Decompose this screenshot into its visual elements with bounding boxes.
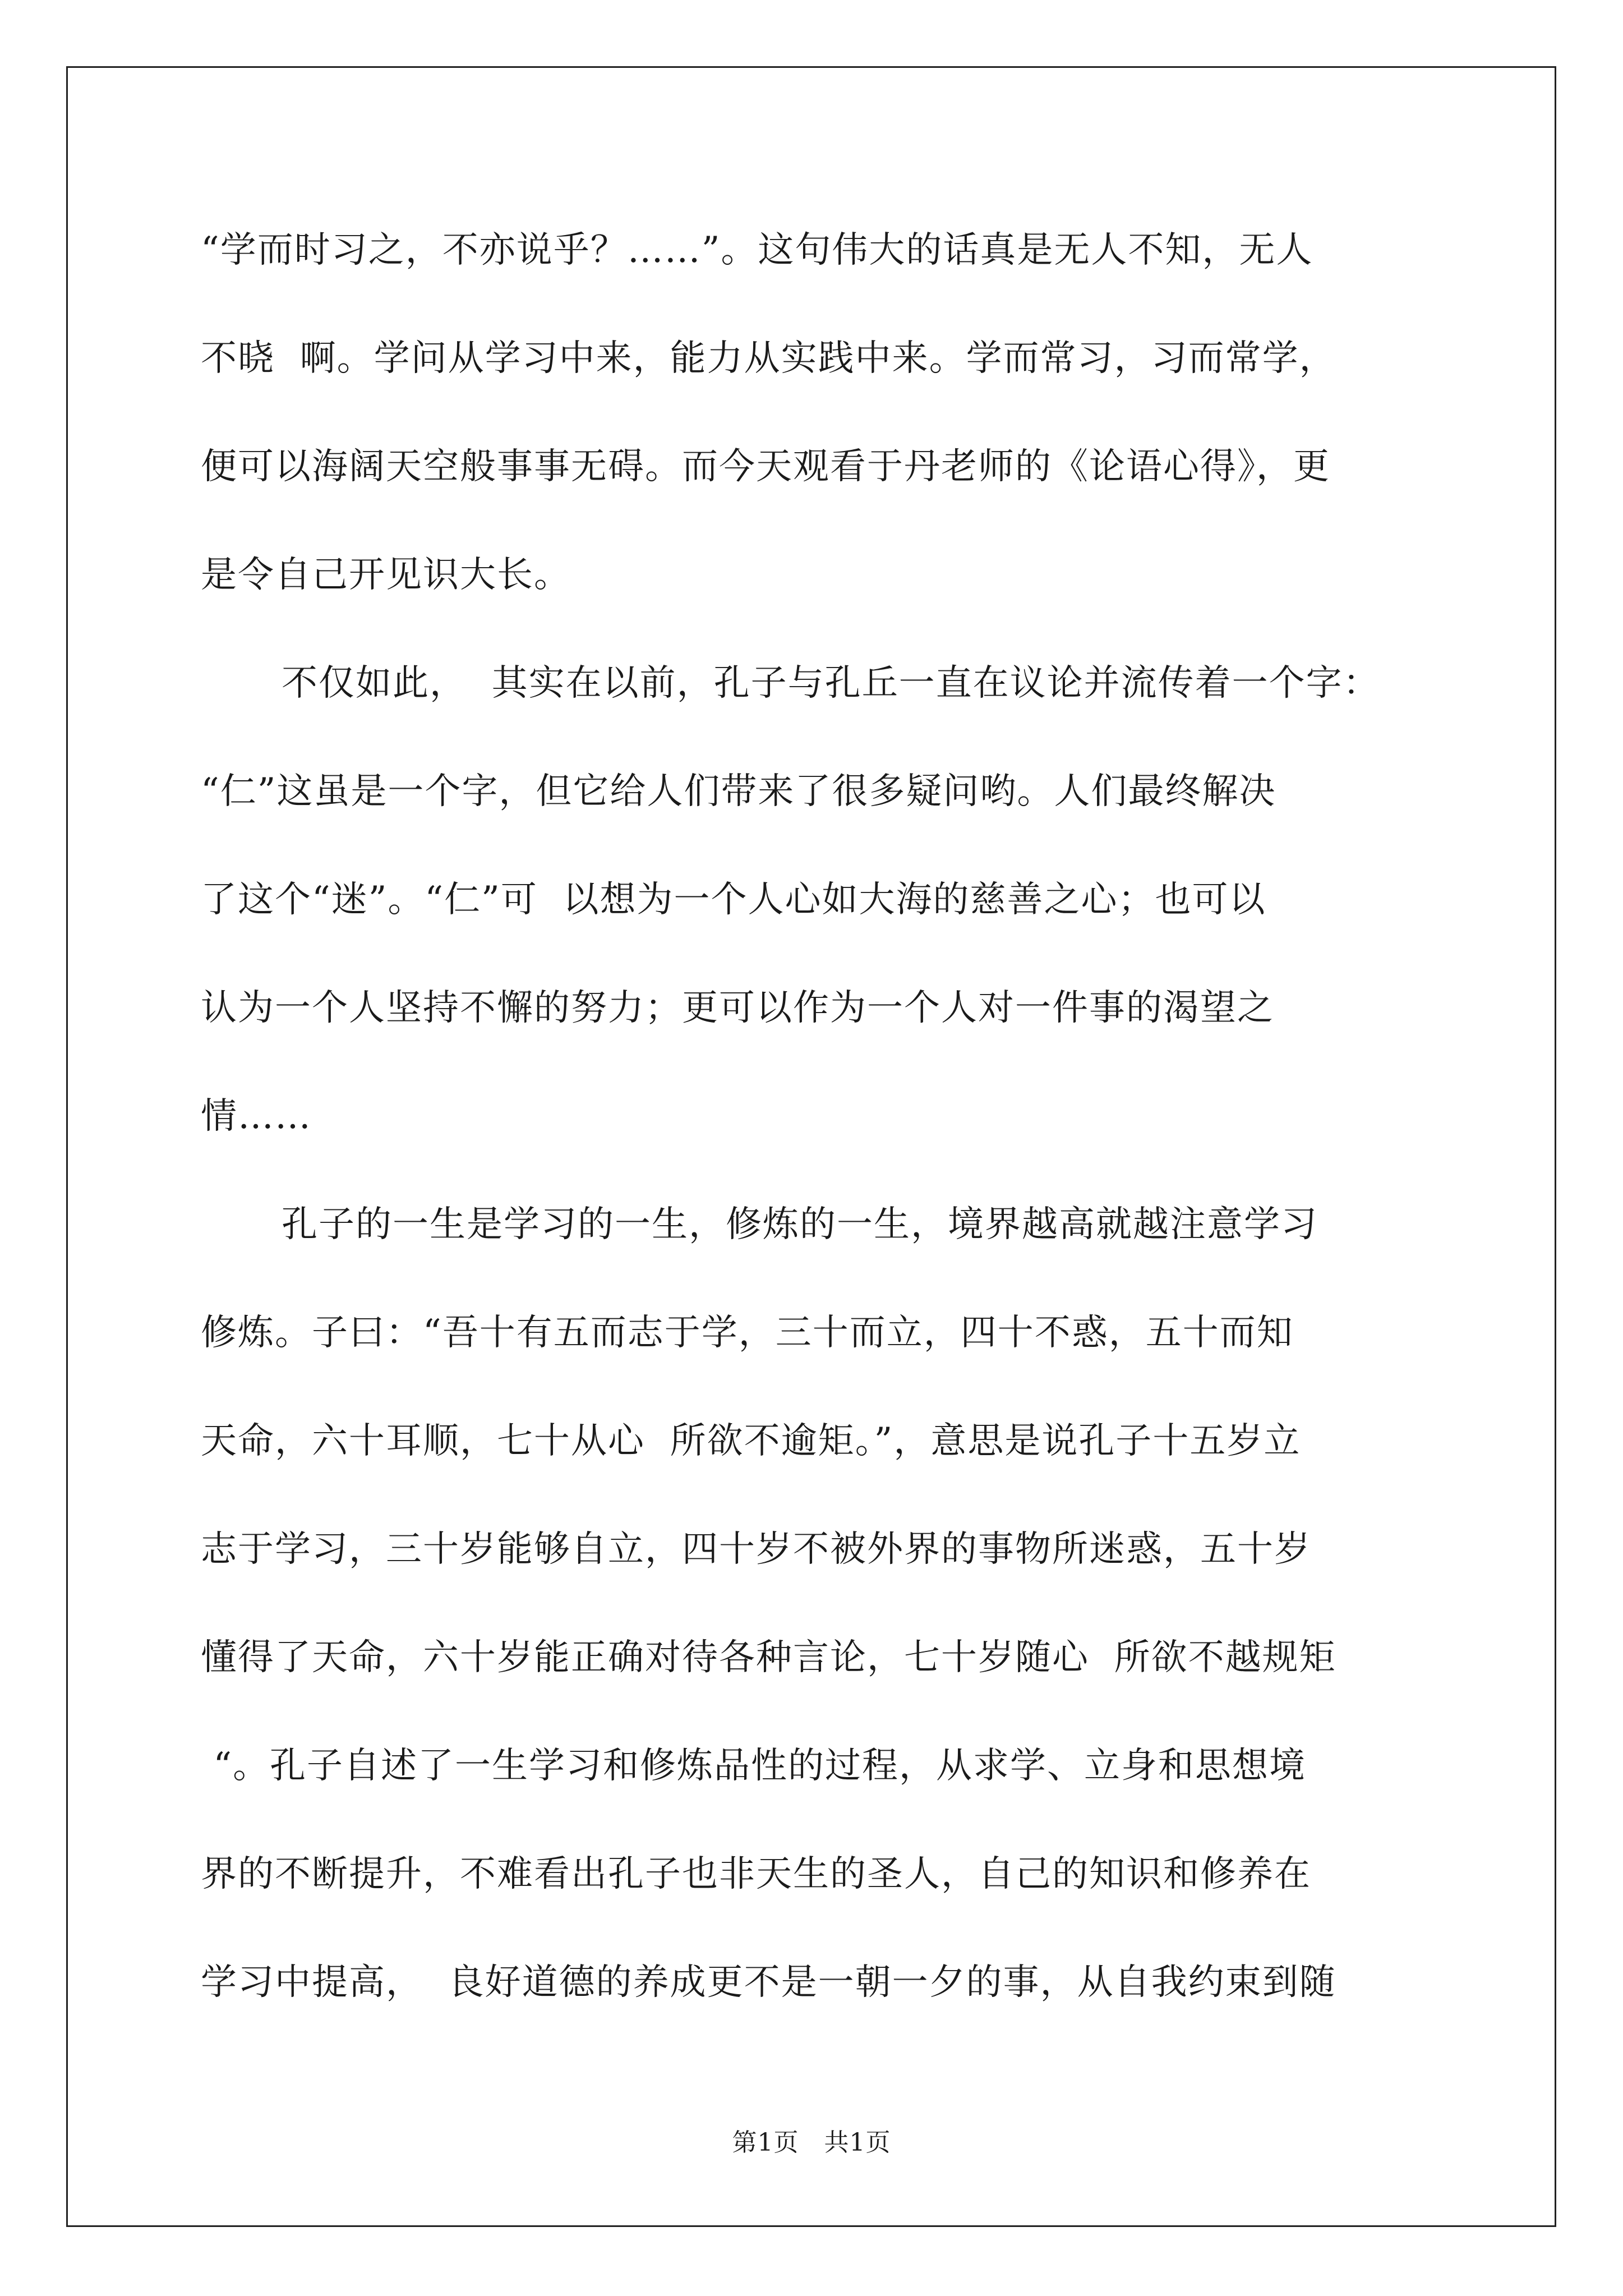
text-line: 学习中提高， 良好道德的养成更不是一朝一夕的事，从自我约束到随 xyxy=(201,1962,1336,2003)
text-line: “学而时习之，不亦说乎？……”。这句伟大的话真是无人不知，无人 xyxy=(201,229,1313,271)
text-line: 了这个“迷”。“仁”可 以想为一个人心如大海的慈善之心；也可以 xyxy=(201,879,1266,921)
text-line: 不晓 啊。学问从学习中来，能力从实践中来。学而常习，习而常学， xyxy=(201,338,1336,379)
text-line: 天命，六十耳顺，七十从心 所欲不逾矩。”，意思是说孔子十五岁立 xyxy=(201,1420,1301,1462)
text-line: 情…… xyxy=(201,1096,312,1137)
document-body xyxy=(201,223,1423,2064)
text-line: 孔子的一生是学习的一生，修炼的一生，境界越高就越注意学习 xyxy=(282,1204,1318,1245)
text-line: 便可以海阔天空般事事无碍。而今天观看于丹老师的《论语心得》，更 xyxy=(201,446,1330,487)
text-line: 界的不断提升，不难看出孔子也非天生的圣人，自己的知识和修养在 xyxy=(201,1853,1311,1895)
text-line: 懂得了天命，六十岁能正确对待各种言论，七十岁随心 所欲不越规矩 xyxy=(201,1637,1336,1678)
text-line: “仁”这虽是一个字，但它给人们带来了很多疑问哟。人们最终解决 xyxy=(201,771,1276,812)
text-line: 志于学习，三十岁能够自立，四十岁不被外界的事物所迷惑，五十岁 xyxy=(201,1529,1311,1570)
page-number-footer: 第1页 共1页 xyxy=(732,2128,891,2157)
text-line: 是令自己开见识大长。 xyxy=(201,554,571,596)
text-line: 不仅如此， 其实在以前，孔子与孔丘一直在议论并流传着一个字： xyxy=(282,662,1380,704)
text-line: “。孔子自述了一生学习和修炼品性的过程，从求学、立身和思想境 xyxy=(201,1745,1307,1787)
text-line: 修炼。子曰：“吾十有五而志于学，三十而立，四十不惑，五十而知 xyxy=(201,1312,1294,1354)
text-line: 认为一个人坚持不懈的努力；更可以作为一个人对一件事的渴望之 xyxy=(201,987,1274,1029)
